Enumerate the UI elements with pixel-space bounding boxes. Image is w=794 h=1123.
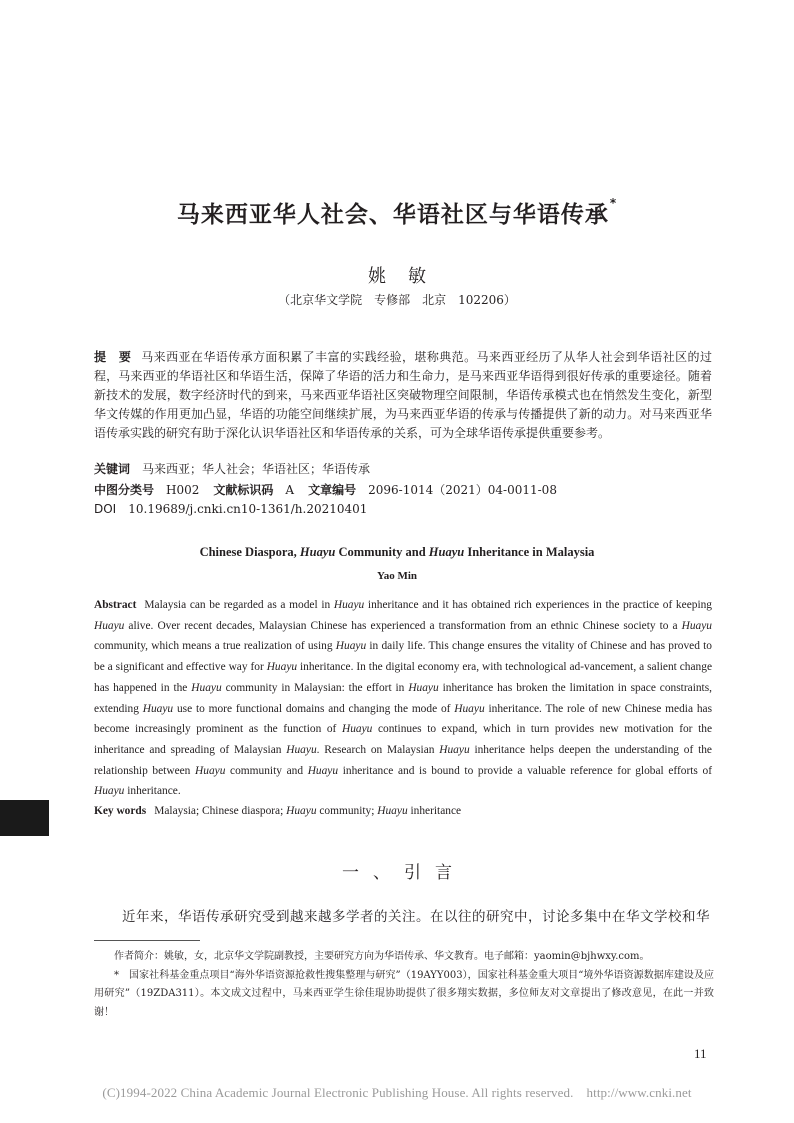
footnotes — [94, 948, 714, 1022]
affiliation: （北京华文学院 专修部 北京 102206） — [278, 293, 516, 307]
author-name: 姚敏 — [368, 266, 448, 287]
doi-link[interactable]: 10.19689/j.cnki.cn10-1361/h.20210401 — [128, 502, 368, 516]
chinese-abstract — [94, 348, 712, 443]
body-paragraph: 近年来，华语传承研究受到越来越多学者的关注。在以往的研究中，讨论多集中在华文学校和华 — [122, 909, 710, 925]
paper-title: 马来西亚华人社会、华语社区与华语传承* — [176, 196, 618, 228]
classification-line: 中图分类号 H002 文献标识码 A 文章编号 2096-1014（2021）04-0011-08 — [94, 483, 557, 497]
title-footnote-mark: * — [609, 196, 618, 210]
doi-label: DOI — [94, 502, 117, 516]
author-footnote: 作者简介：姚敏，女，北京华文学院副教授，主要研究方向为华语传承、华文教育。电子邮箱：yaomin@bjhwxy.com。 — [114, 951, 650, 962]
english-abstract-label: Abstract — [94, 599, 137, 611]
footnote-divider — [94, 940, 200, 941]
english-author: Yao Min — [376, 570, 418, 582]
funding-footnote: * 国家社科基金重点项目“海外华语资源抢救性搜集整理与研究”（19AYY003），国家社科基金重大项目“境外华语资源数据库建设及应用研究”（19ZDA311）。本文成文过程中，马来西亚学生徐佳琨协助提供了很多翔实数据，多位师友对文章提出了修改意见，在此一并致谢！ — [94, 969, 714, 1018]
chinese-abstract-label: 提 要 — [94, 350, 132, 364]
english-title: Chinese Diaspora, Huayu Community and Huayu Inheritance in Malaysia — [199, 545, 595, 559]
page-number: 11 — [694, 1046, 707, 1061]
copyright-footer: (C)1994-2022 China Academic Journal Electronic Publishing House. All rights reserved. http://www.cnki.net — [102, 1085, 692, 1100]
english-keywords-label: Key words — [94, 805, 147, 817]
english-abstract: Abstract Malaysia can be regarded as a model in Huayu inheritance and it has obtained rich experiences in the practice of keeping Huayu alive. Over recent decades, Malaysian Chinese has experienced a transformation from an ethnic Chinese society to a Huayu community, which means a true realization of using Huayu in daily life. This change ensures the vitality of Chinese and has proved to be a significant and effective way for Huayu inheritance. In the digital economy era, with technological ad-vancement, a salient change has happened in the Huayu community in Malaysian: the effort in Huayu inheritance has broken the limitation in space constraints, extending Huayu use to more functional domains and changing the mode of Huayu inheritance. The role of new Chinese media has become increasingly prominent as the function of Huayu continues to expand, which in turn provides new motivation for the inheritance and spreading of Malaysian Huayu. Research on Malaysian Huayu inheritance helps deepen the understanding of the relationship between Huayu community and Huayu inheritance and is bound to provide a valuable reference for global efforts of Huayu inheritance. — [94, 599, 713, 798]
keywords-label: 关键词 — [94, 462, 131, 476]
doi-line — [94, 502, 367, 516]
chinese-keywords — [94, 460, 370, 477]
section-heading: 一、引言 — [342, 863, 466, 883]
english-keywords: Key words Malaysia; Chinese diaspora; Huayu community; Huayu inheritance — [94, 805, 462, 817]
keywords-text: 马来西亚；华人社会；华语社区；华语传承 — [142, 462, 371, 476]
page-edge-tab-marker — [0, 800, 49, 836]
chinese-abstract-text: 马来西亚在华语传承方面积累了丰富的实践经验，堪称典范。马来西亚经历了从华人社会到华语社区的过程，马来西亚的华语社区和华语生活，保障了华语的活力和生命力，是马来西亚华语得到很好传承的重要途径。随着新技术的发展，数字经济时代的到来，马来西亚华语社区突破物理空间限制，华语传承模式也在悄然发生变化，新型华文传媒的作用更加凸显，华语的功能空间继续扩展，为马来西亚华语的传承与传播提供了新的动力。对马来西亚华语传承实践的研究有助于深化认识华语社区和华语传承的关系，可为全球华语传承提供重要参考。 — [94, 350, 712, 440]
